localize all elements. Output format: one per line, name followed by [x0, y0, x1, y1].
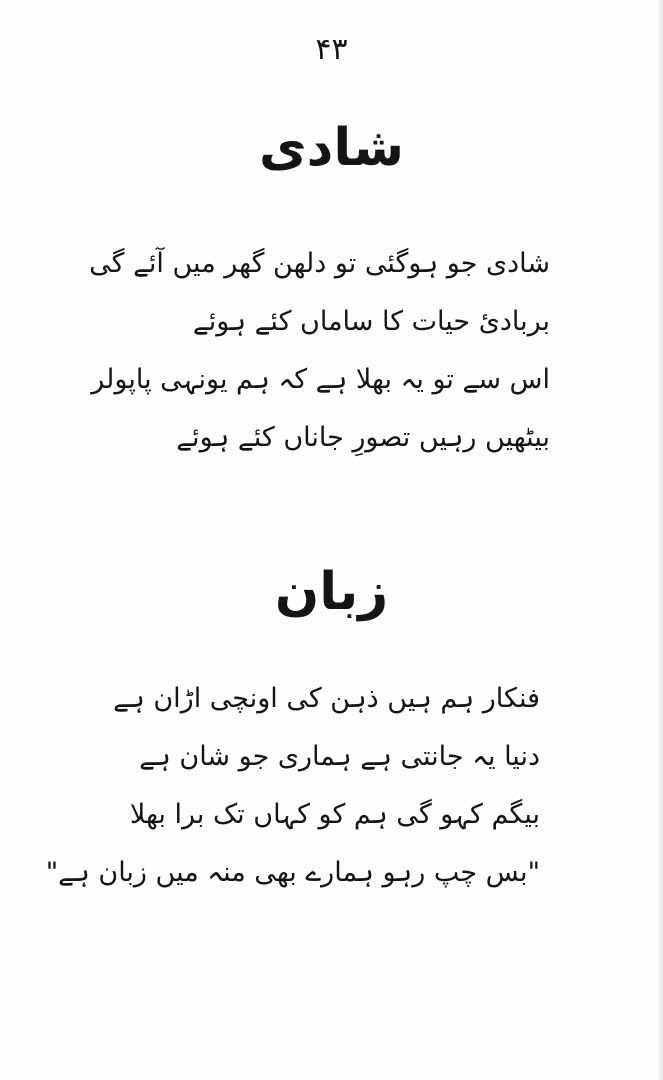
page-number: ۴۳ [315, 32, 348, 67]
verse-line: اس سے تو یہ بھلا ہے کہ ہم یونہی پاپولر [91, 364, 550, 395]
verse-line: دنیا یہ جانتی ہے ہماری جو شان ہے [139, 741, 540, 772]
verse-line: "بس چپ رہو ہمارے بھی منہ میں زبان ہے" [45, 857, 540, 888]
verse-line: بربادیٔ حیات کا ساماں کئے ہوئے [192, 306, 550, 337]
poem-title-shadi: شادی [258, 118, 404, 178]
verse-line: فنکار ہم ہیں ذہن کی اونچی اڑان ہے [113, 683, 540, 714]
poem-stanza-shadi [89, 235, 550, 467]
verse-line: بیگم کہو گی ہم کو کہاں تک برا بھلا [129, 799, 540, 830]
poem-stanza-zaban [45, 670, 540, 902]
verse-line: شادی جو ہوگئی تو دلھن گھر میں آئے گی [89, 248, 550, 279]
poem-title-zaban: زبان [274, 562, 389, 622]
verse-line: بیٹھیں رہیں تصورِ جاناں کئے ہوئے [176, 422, 550, 453]
page-edge-shadow [657, 0, 663, 1080]
